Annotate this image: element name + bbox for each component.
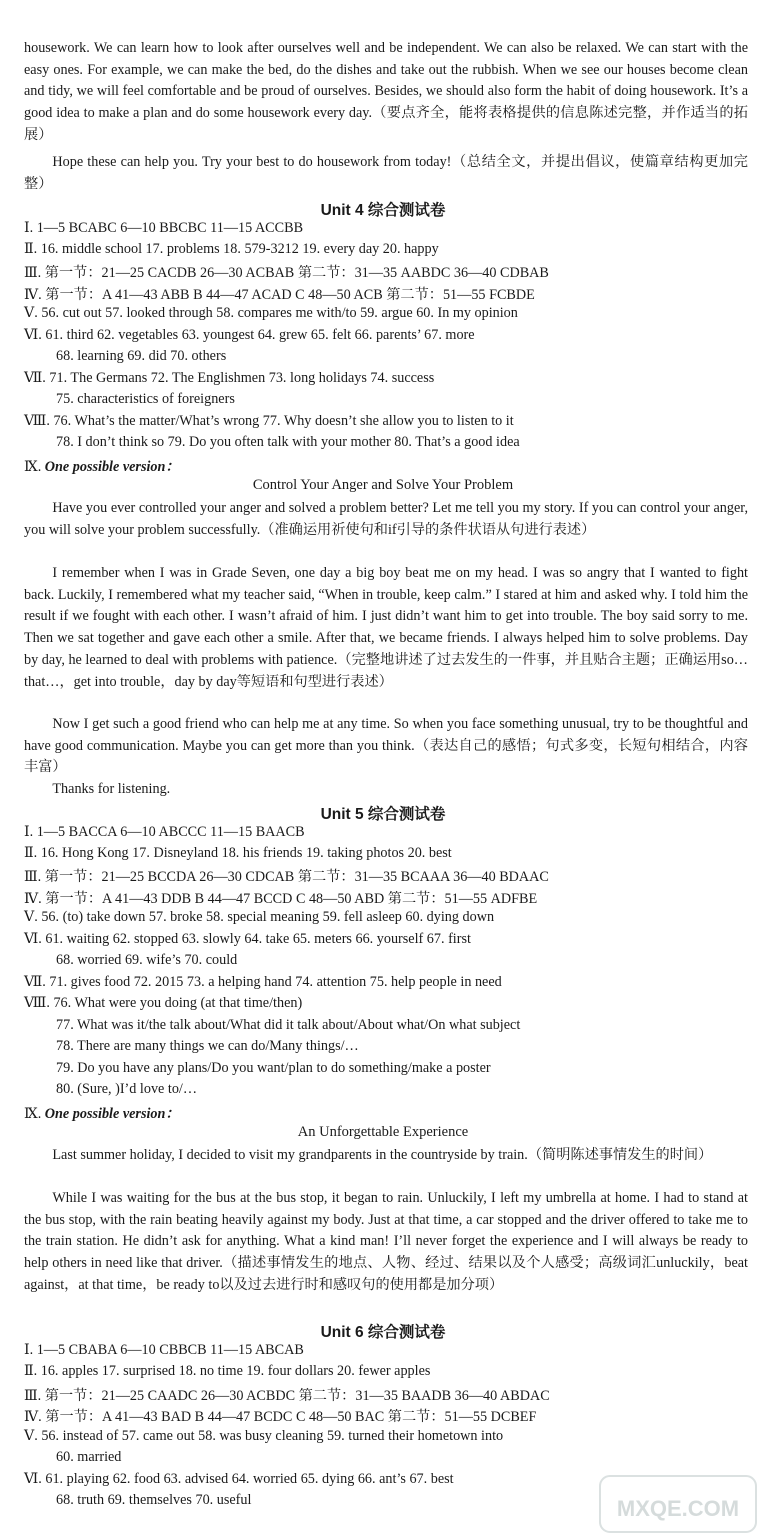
unit4-section-8-cont: 78. I don’t think so 79. Do you often talk with your mother 80. That’s a good idea [56, 434, 520, 450]
unit5-section-6: Ⅵ. 61. waiting 62. stopped 63. slowly 64. take 65. meters 66. yourself 67. first [24, 931, 471, 947]
unit4-section-6-cont: 68. learning 69. did 70. others [56, 348, 227, 364]
unit4-section-6: Ⅵ. 61. third 62. vegetables 63. youngest 64. grew 65. felt 66. parents’ 67. more [24, 327, 475, 343]
unit5-essay-title: An Unforgettable Experience [297, 1124, 469, 1140]
unit4-essay-p3: Now I get such a good friend who can help me at any time. So when you face something unusual, try to be thoughtful and have good communication. Maybe you can get more than you think.（表达自己的感悟；句式多变，长短句相结合，内容丰富） [24, 716, 748, 776]
unit4-section-5: Ⅴ. 56. cut out 57. looked through 58. compares me with/to 59. argue 60. In my opinion [24, 305, 518, 321]
unit5-section-7: Ⅶ. 71. gives food 72. 2015 73. a helping hand 74. attention 75. help people in need [24, 974, 502, 990]
unit4-section-3: Ⅲ. 第一节：21—25 CACDB 26—30 ACBAB 第二节：31—35 AABDC 36—40 CDBAB [24, 265, 549, 281]
unit5-section-5: Ⅴ. 56. (to) take down 57. broke 58. special meaning 59. fell asleep 60. dying down [24, 909, 495, 925]
intro-paragraph-2: Hope these can help you. Try your best to do housework from today!（总结全文，并提出倡议，使篇章结构更加完整） [24, 154, 748, 192]
unit6-section-6-cont: 68. truth 69. themselves 70. useful [56, 1492, 252, 1508]
unit6-title: Unit 6 综合测试卷 [320, 1324, 446, 1341]
unit6-section-4: Ⅳ. 第一节：A 41—43 BAD B 44—47 BCDC C 48—50 BAC 第二节：51—55 DCBEF [24, 1409, 537, 1425]
unit4-section-4: Ⅳ. 第一节：A 41—43 ABB B 44—47 ACAD C 48—50 ACB 第二节：51—55 FCBDE [24, 287, 535, 303]
unit5-section-8-80: 80. (Sure, )I’d love to/… [56, 1081, 198, 1097]
unit6-section-6: Ⅵ. 61. playing 62. food 63. advised 64. worried 65. dying 66. ant’s 67. best [24, 1471, 454, 1487]
intro-paragraph-1: housework. We can learn how to look after ourselves well and be independent. We can also be relaxed. We can start with the easy ones. For example, we can make the bed, do the dishes and take out the rubbish. When we see our houses become clean and tidy, we will feel comfortable and be proud of ourselves. Besides, we should also form the habit of doing housework. It’s a good idea to make a plan and do some housework every day.（要点齐全，能将表格提供的信息陈述完整，并作适当的拓展） [24, 40, 748, 143]
unit4-section-2: Ⅱ. 16. middle school 17. problems 18. 579-3212 19. every day 20. happy [24, 241, 439, 257]
unit6-section-3: Ⅲ. 第一节：21—25 CAADC 26—30 ACBDC 第二节：31—35 BAADB 36—40 ABDAC [24, 1388, 550, 1404]
unit6-section-5-cont: 60. married [56, 1449, 122, 1465]
unit6-section-2: Ⅱ. 16. apples 17. surprised 18. no time 19. four dollars 20. fewer apples [24, 1363, 431, 1379]
unit5-section-2: Ⅱ. 16. Hong Kong 17. Disneyland 18. his friends 19. taking photos 20. best [24, 845, 452, 861]
unit4-section-7: Ⅶ. 71. The Germans 72. The Englishmen 73. long holidays 74. success [24, 370, 435, 386]
unit5-section-4: Ⅳ. 第一节：A 41—43 DDB B 44—47 BCCD C 48—50 ABD 第二节：51—55 ADFBE [24, 891, 538, 907]
watermark-logo [598, 1474, 758, 1534]
unit4-section-9: Ⅸ. One possible version： [24, 459, 180, 475]
unit5-section-8-79: 79. Do you have any plans/Do you want/plan to do something/make a poster [56, 1060, 491, 1076]
unit4-possible-version: One possible version： [44, 459, 180, 475]
unit5-section-8-78: 78. There are many things we can do/Many things/… [56, 1038, 359, 1054]
unit5-essay-p2: While I was waiting for the bus at the bus stop, it began to rain. Unluckily, I left my umbrella at home. I had to stand at the bus stop, with the rain beating heavily against my body. Just at that time, a car stopped and the driver offered to take me to the train station. He didn’t ask for anything. What a kind man! I’ll never forget the experience and I will always be ready to help others in need like that driver.（描述事情发生的地点、人物、经过、结果以及个人感受；高级词汇unluckily，beat against，at that time，be ready to以及过去进行时和感叹句的使用都是加分项） [24, 1190, 748, 1293]
unit5-title: Unit 5 综合测试卷 [320, 806, 446, 823]
watermark-text: MXQE.COM [616, 1496, 740, 1521]
unit4-section-1: Ⅰ. 1—5 BCABC 6—10 BBCBC 11—15 ACCBB [24, 220, 304, 236]
unit4-essay-p1: Have you ever controlled your anger and solved a problem better? Let me tell you my story. If you can control your anger, you will solve your problem successfully.（准确运用祈使句和if引导的条件状语从句进行表述） [24, 500, 748, 538]
unit4-title: Unit 4 综合测试卷 [320, 202, 446, 219]
unit5-section-8: Ⅷ. 76. What were you doing (at that time/then) [24, 995, 303, 1011]
unit4-essay-p2: I remember when I was in Grade Seven, one day a big boy beat me on my head. I was so angry that I wanted to fight back. Luckily, I remembered what my teacher said, “When in trouble, keep calm.” I stared at him and asked why. I told him the result if we fought with each other. I wasn’t afraid of him. I just didn’t want him to get into trouble. The boy said sorry to me. Then we sat together and gave each other a smile. After that, we became friends. I always helped him to solve problems. Day by day, he learned to deal with problems with patience.（完整地讲述了过去发生的一件事，并且贴合主题；正确运用so…that…，get into trouble，day by day等短语和句型进行表述） [24, 565, 748, 690]
unit5-section-9: Ⅸ. One possible version： [24, 1106, 180, 1122]
unit4-essay-p4: Thanks for listening. [52, 781, 171, 797]
unit5-section-3: Ⅲ. 第一节：21—25 BCCDA 26—30 CDCAB 第二节：31—35 BCAAA 36—40 BDAAC [24, 869, 549, 885]
unit5-essay-p1: Last summer holiday, I decided to visit my grandparents in the countryside by train.（简明陈述事情发生的时间） [52, 1147, 713, 1163]
unit4-section-8: Ⅷ. 76. What’s the matter/What’s wrong 77. Why doesn’t she allow you to listen to it [24, 413, 514, 429]
unit6-section-5: Ⅴ. 56. instead of 57. came out 58. was busy cleaning 59. turned their hometown into [24, 1428, 504, 1444]
unit4-section-7-cont: 75. characteristics of foreigners [56, 391, 235, 407]
unit5-possible-version: One possible version： [44, 1106, 180, 1122]
unit4-essay-title: Control Your Anger and Solve Your Problem [252, 477, 514, 493]
unit5-section-6-cont: 68. worried 69. wife’s 70. could [56, 952, 238, 968]
unit6-section-1: Ⅰ. 1—5 CBABA 6—10 CBBCB 11—15 ABCAB [24, 1342, 304, 1358]
unit5-section-8-77: 77. What was it/the talk about/What did it talk about/About what/On what subject [56, 1017, 521, 1033]
unit5-section-1: Ⅰ. 1—5 BACCA 6—10 ABCCC 11—15 BAACB [24, 824, 305, 840]
